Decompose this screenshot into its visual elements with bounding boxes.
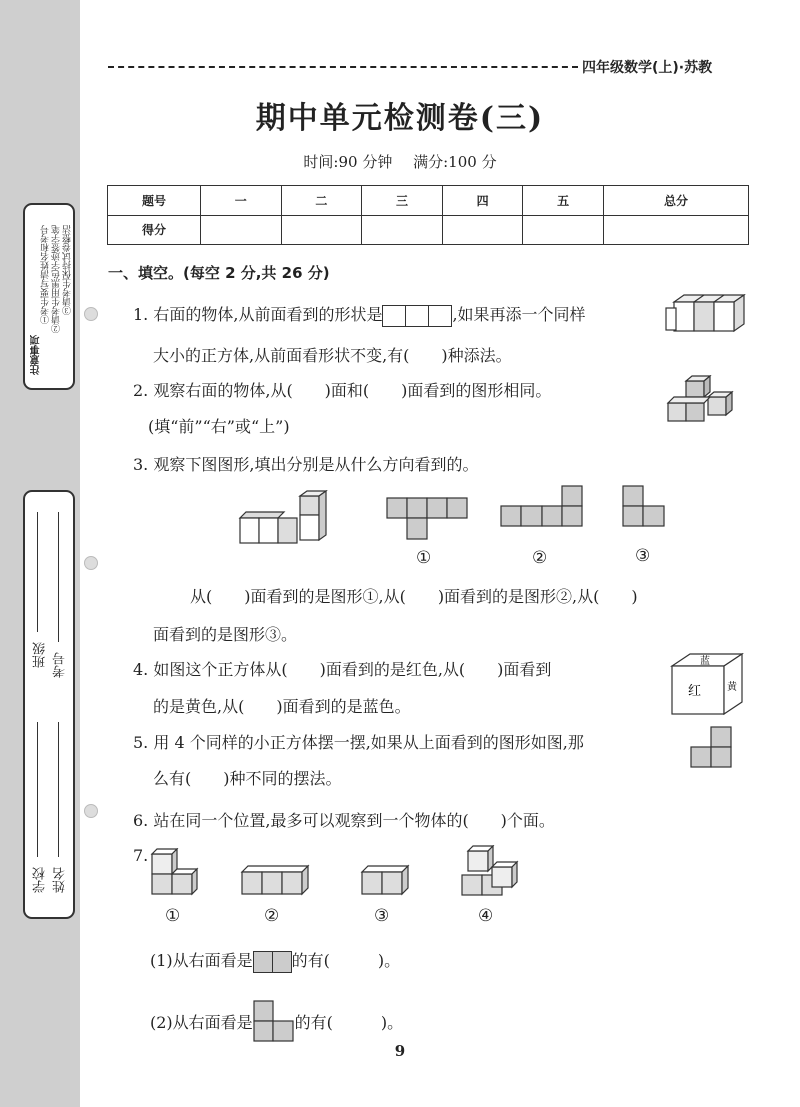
cube-side-label: 黄 <box>727 682 737 693</box>
square-cell <box>254 952 273 972</box>
notice-box <box>23 203 75 390</box>
notice-line: ②请考生用黑色字迹签字笔 <box>52 225 62 333</box>
q3-cube-structure-figure <box>238 490 330 546</box>
q7-figure-2-label: ② <box>264 906 280 926</box>
question-5-line-2: 么有( )种不同的摆法。 <box>153 769 342 788</box>
cube-front-label: 红 <box>688 684 702 699</box>
exam-number-field-line <box>58 512 59 642</box>
square-cell <box>273 952 291 972</box>
score-cell[interactable] <box>442 215 523 245</box>
l-shape-side-view <box>253 1000 295 1042</box>
notice-line: ③请考生保持试卷整洁 <box>63 225 73 315</box>
question-1-line-2: 大小的正方体,从前面看形状不变,有( )种添法。 <box>153 346 512 365</box>
binding-hole <box>84 804 98 818</box>
q3-view-2-label: ② <box>532 548 548 568</box>
school-field-line <box>37 722 38 857</box>
column-header: 总分 <box>603 186 748 216</box>
q3-view-1-figure <box>386 497 468 541</box>
q7-part-2-text-b: 的有( )。 <box>294 1013 404 1032</box>
score-table-header-row <box>108 186 749 216</box>
question-2-line-1: 2. 观察右面的物体,从( )面和( )面看到的图形相同。 <box>133 381 552 400</box>
score-cell[interactable] <box>362 215 443 245</box>
page-number: 9 <box>394 1042 406 1060</box>
notice-title: 注意事项 <box>31 335 42 375</box>
score-label: 得分 <box>108 215 201 245</box>
q7-figure-4 <box>460 845 522 897</box>
exam-number-field-label: 考号 <box>53 652 68 678</box>
q3-view-3-label: ③ <box>635 546 651 566</box>
score-cell[interactable] <box>523 215 604 245</box>
q7-part-1-text-a: (1)从右面看是 <box>150 951 253 970</box>
name-field-label: 姓名 <box>53 867 68 893</box>
q2-cube-stack-figure <box>664 375 736 425</box>
column-header: 一 <box>201 186 282 216</box>
column-header: 二 <box>281 186 362 216</box>
school-field-label: 学校 <box>33 867 48 893</box>
q7-figure-4-label: ④ <box>478 906 494 926</box>
score-table <box>107 185 749 245</box>
score-cell[interactable] <box>603 215 748 245</box>
q7-figure-3 <box>360 864 412 896</box>
q7-figure-1-label: ① <box>165 906 181 926</box>
binding-hole <box>84 556 98 570</box>
score-table-score-row <box>108 215 749 245</box>
square-cell <box>429 306 451 326</box>
question-1-text-b: ,如果再添一个同样 <box>452 305 586 324</box>
header-dashed-line <box>108 66 578 68</box>
q7-part-1-text-b: 的有( )。 <box>291 951 401 970</box>
name-field-line <box>58 722 59 857</box>
class-field-line <box>37 512 38 632</box>
time-limit: 时间:90 分钟 <box>303 153 393 171</box>
column-header: 四 <box>442 186 523 216</box>
question-number-label: 题号 <box>108 186 201 216</box>
question-6-text: 6. 站在同一个位置,最多可以观察到一个物体的( )个面。 <box>133 811 555 830</box>
edition-label: 四年级数学(上)·苏教 <box>582 60 713 76</box>
q7-figure-2 <box>240 864 310 896</box>
question-1-line-1 <box>133 302 586 327</box>
student-info-box <box>23 490 75 919</box>
q7-figure-3-label: ③ <box>374 906 390 926</box>
score-cell[interactable] <box>201 215 282 245</box>
q7-part-2-text-a: (2)从右面看是 <box>150 1013 253 1032</box>
notice-line: ①考生要写清姓名和考号 <box>41 225 51 324</box>
question-7-part-2 <box>150 1000 403 1042</box>
question-4-line-1: 4. 如图这个正方体从( )面看到的是红色,从( )面看到 <box>133 660 552 679</box>
q3-view-3-figure <box>622 485 666 527</box>
cube-top-label: 蓝 <box>700 656 710 667</box>
question-3-answer-line-2: 面看到的是图形③。 <box>153 625 298 644</box>
question-3-answer-line-1: 从( )面看到的是图形①,从( )面看到的是图形②,从( ) <box>190 587 638 606</box>
page-title: 期中单元检测卷(三) <box>255 101 545 136</box>
q1-cube-row-figure <box>664 294 754 336</box>
section-heading: 一、填空。(每空 2 分,共 26 分) <box>108 264 330 282</box>
exam-meta <box>0 151 800 172</box>
question-3-prompt: 3. 观察下图图形,填出分别是从什么方向看到的。 <box>133 455 479 474</box>
q4-colored-cube-figure <box>670 652 746 716</box>
square-cell <box>406 306 429 326</box>
question-2-line-2: (填“前”“右”或“上”) <box>148 417 290 436</box>
two-square-side-view <box>253 951 292 973</box>
q3-view-1-label: ① <box>416 548 432 568</box>
question-5-line-1: 5. 用 4 个同样的小正方体摆一摆,如果从上面看到的图形如图,那 <box>133 733 584 752</box>
question-7-number: 7. <box>133 846 149 865</box>
square-cell <box>383 306 406 326</box>
class-field-label: 班级 <box>33 642 48 668</box>
binding-hole <box>84 307 98 321</box>
q5-top-view-figure <box>690 726 734 770</box>
question-1-text-a: 1. 右面的物体,从前面看到的形状是 <box>133 305 383 324</box>
three-square-front-view <box>382 305 452 327</box>
question-4-line-2: 的是黄色,从( )面看到的是蓝色。 <box>153 697 411 716</box>
q3-view-2-figure <box>500 485 584 527</box>
column-header: 五 <box>523 186 604 216</box>
q7-figure-1 <box>150 848 202 896</box>
column-header: 三 <box>362 186 443 216</box>
full-score: 满分:100 分 <box>413 153 497 171</box>
score-cell[interactable] <box>281 215 362 245</box>
question-7-part-1 <box>150 948 400 973</box>
